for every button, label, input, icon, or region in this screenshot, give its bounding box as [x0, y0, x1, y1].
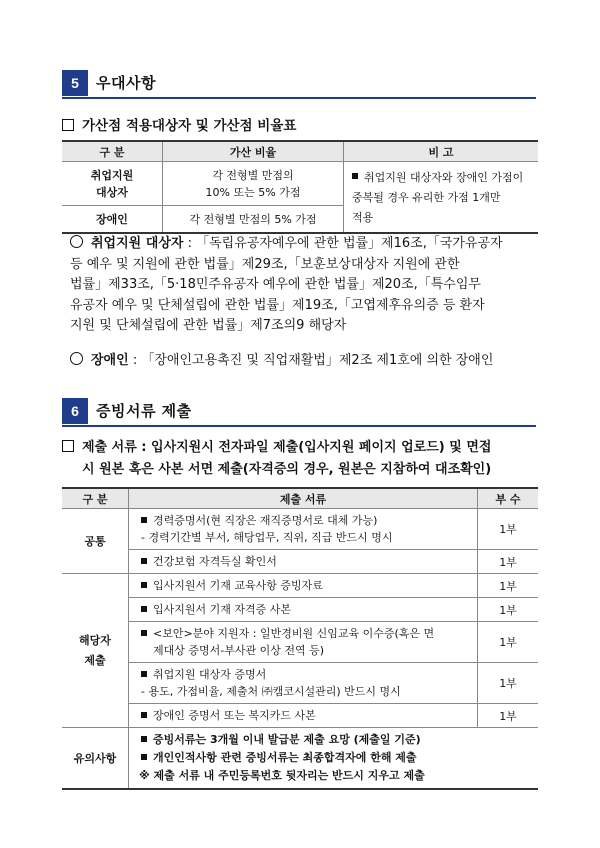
eligibility-item — [70, 351, 536, 372]
table-row — [62, 162, 538, 206]
note-line — [133, 749, 534, 767]
row-rate — [163, 162, 344, 206]
note-text: 개인인적사항 관련 증빙서류는 최종합격자에 한해 제출 — [153, 751, 417, 764]
doc-text: - 경력기간별 부서, 해당업무, 직위, 직급 반드시 명시 — [141, 531, 393, 544]
checkbox-square-icon — [62, 440, 74, 452]
doc-cell — [129, 509, 478, 550]
bonus-points-table — [62, 140, 538, 234]
table-row — [62, 550, 538, 574]
doc-cell — [129, 663, 478, 704]
bullet-icon — [141, 558, 147, 564]
section-6-header — [62, 398, 536, 424]
subsection-title: 시 원본 혹은 사본 서면 제출(자격증의 경우, 원본은 지참하여 대조확인) — [82, 462, 492, 477]
note-text: 증빙서류는 3개월 이내 발급분 제출 요망 (제출일 기준) — [153, 733, 421, 746]
count-cell: 1부 — [478, 663, 539, 704]
eligibility-item — [70, 234, 536, 337]
group-label: 유의사항 — [62, 728, 129, 790]
subsection-title: 제출 서류 : 입사지원시 전자파일 제출(입사지원 페이지 업로드) 및 면접 — [82, 440, 492, 455]
item-text: 유공자 예우 및 단체설립에 관한 법률」제19조,「고엽제후유의증 등 환자 — [70, 297, 485, 313]
item-text: 법률」제33조,「5·18민주유공자 예우에 관한 법률」제20조,「특수임무 — [70, 277, 481, 292]
row-label — [62, 162, 163, 206]
table-row — [62, 663, 538, 704]
doc-text: 건강보험 자격득실 확인서 — [153, 555, 277, 568]
doc-text: 경력증명서(현 직장은 재직증명서로 대체 가능) — [153, 514, 378, 527]
doc-text: - 용도, 가점비율, 제출처 ㈜캠코시설관리) 반드시 명시 — [141, 685, 401, 698]
count-cell: 1부 — [478, 622, 539, 663]
note-text: 취업지원 대상자와 장애인 가점이 — [364, 171, 524, 184]
subsection-heading — [62, 437, 491, 481]
notes-cell — [129, 728, 539, 790]
item-line: 취업지원 대상자 : 「독립유공자예우에 관한 법률」제16조,「국가유공자 — [70, 234, 536, 255]
circle-bullet-icon — [70, 352, 83, 365]
doc-text: 입사지원서 기재 자격증 사본 — [153, 603, 292, 616]
item-text: 「장애인고용촉진 및 직업재활법」제2조 제1호에 의한 장애인 — [141, 353, 494, 368]
bullet-icon — [352, 173, 358, 179]
subsection-heading — [62, 114, 296, 134]
circle-bullet-icon — [70, 235, 83, 248]
doc-text: 취업지원 대상자 증명서 — [153, 668, 267, 681]
rate-line: 각 전형별 만점의 — [212, 168, 294, 182]
col-header-docs: 제출 서류 — [129, 488, 478, 509]
bullet-icon — [141, 754, 147, 760]
table-row — [62, 622, 538, 663]
item-text: 지원 및 단체설립에 관한 법률」제7조의9 해당자 — [70, 318, 347, 333]
doc-line — [133, 666, 473, 683]
table-row — [62, 574, 538, 598]
subsection-title: 가산점 적용대상자 및 가산점 비율표 — [82, 118, 297, 134]
count-cell: 1부 — [478, 550, 539, 574]
bullet-icon — [141, 736, 147, 742]
table-header-row — [62, 141, 538, 162]
note-text: 중복될 경우 유리한 가점 1개만 — [352, 191, 501, 204]
col-header-note: 비 고 — [344, 141, 539, 162]
bullet-icon — [141, 582, 147, 588]
row-label: 장애인 — [62, 206, 163, 233]
doc-text: 장애인 증명서 또는 복지카드 사본 — [153, 709, 316, 722]
item-text: 「독립유공자예우에 관한 법률」제16조,「국가유공자 — [196, 236, 503, 251]
section-5-header — [62, 70, 536, 96]
bullet-icon — [141, 606, 147, 612]
section-divider — [62, 425, 536, 427]
item-label: 장애인 — [91, 353, 129, 368]
documents-table — [62, 487, 538, 790]
table-row — [62, 728, 538, 790]
note-text: ※ 제출 서류 내 주민등록번호 뒷자리는 반드시 지우고 제출 — [139, 769, 425, 782]
section-number: 5 — [62, 70, 88, 96]
table-row — [62, 704, 538, 728]
bullet-icon — [141, 671, 147, 677]
item-label: 취업지원 대상자 — [91, 236, 184, 251]
group-label: 공통 — [62, 509, 129, 574]
rate-line: 10% 또는 5% 가점 — [205, 185, 301, 199]
doc-cell — [129, 574, 478, 598]
doc-cell — [129, 550, 478, 574]
item-line: 장애인 : 「장애인고용촉진 및 직업재활법」제2조 제1호에 의한 장애인 — [70, 351, 536, 372]
bullet-icon — [141, 630, 147, 636]
checkbox-square-icon — [62, 119, 74, 131]
count-cell: 1부 — [478, 574, 539, 598]
note-line — [133, 731, 534, 749]
doc-cell — [129, 622, 478, 663]
doc-text: <보안>분야 지원자 : 일반경비원 신임교육 이수증(혹은 면 — [153, 627, 435, 640]
doc-text: 입사지원서 기재 교육사항 증빙자료 — [153, 579, 323, 592]
bullet-icon — [141, 712, 147, 718]
doc-text: 제대상 증명서-부사관 이상 전역 등) — [153, 644, 325, 657]
section-number: 6 — [62, 398, 88, 424]
bullet-icon — [141, 517, 147, 523]
group-label-line: 해당자 — [79, 633, 111, 647]
section-title: 증빙서류 제출 — [96, 402, 192, 420]
section-title: 우대사항 — [96, 74, 156, 92]
count-cell: 1부 — [478, 598, 539, 622]
row-label-line: 대상자 — [96, 185, 128, 199]
table-row — [62, 598, 538, 622]
col-header-category: 구 분 — [62, 141, 163, 162]
row-label-line: 취업지원 — [90, 168, 134, 182]
group-label-line: 제출 — [84, 653, 106, 667]
doc-line — [133, 512, 473, 529]
col-header-count: 부 수 — [478, 488, 539, 509]
col-header-category: 구 분 — [62, 488, 129, 509]
row-rate: 각 전형별 만점의 5% 가점 — [163, 206, 344, 233]
doc-cell — [129, 598, 478, 622]
count-cell: 1부 — [478, 509, 539, 550]
subsection-line — [62, 437, 491, 459]
table-header-row — [62, 488, 538, 509]
count-cell: 1부 — [478, 704, 539, 728]
note-cell — [344, 162, 539, 234]
section-divider — [62, 97, 536, 99]
note-line — [352, 168, 532, 188]
item-text: 등 예우 및 지원에 관한 법률」제29조,「보훈보상대상자 지원에 관한 — [70, 256, 460, 272]
doc-cell — [129, 704, 478, 728]
note-text: 적용 — [352, 211, 374, 224]
col-header-rate: 가산 비율 — [163, 141, 344, 162]
doc-line — [133, 625, 473, 642]
table-row — [62, 509, 538, 550]
group-label — [62, 574, 129, 728]
